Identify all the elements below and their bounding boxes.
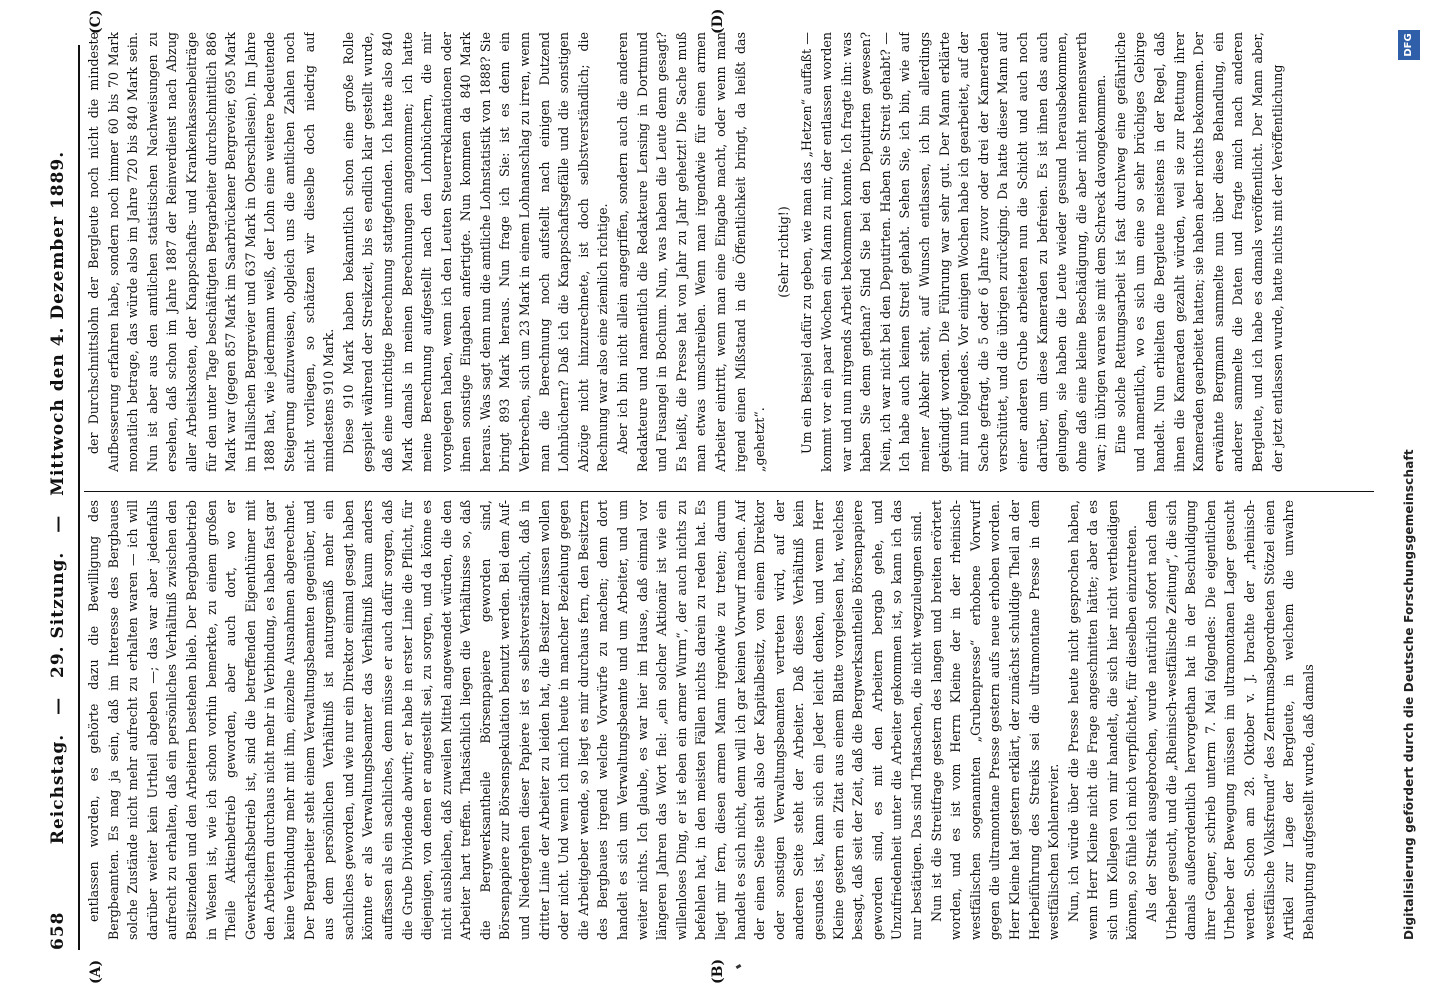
margin-marker-a: (A) (88, 959, 104, 984)
credit-text: Digitalisierung gefördert durch die Deutsche Forschungsgemeinschaft (1402, 449, 1416, 940)
left-text-column (84, 500, 1404, 940)
paragraph: Eine solche Rettungsarbeit ist fast durchweg eine gefährliche und namentlich, wo es sich um eine so sehr brüchiges Gebirge handelt. Nun erhielten die Bergleute meistens in der Regel, daß ihnen die Kameraden gezahlt würden, weil sie zur Rettung ihrer Kameraden gearbeitet hatten; sie haben aber nichts bekommen. Der erwähnte Bergmann sammelte nun über diese Behandlung, ein anderer sammelte die Daten und fragte mich nach anderen Bergleute, und ich habe es damals veröffentlicht. Der Mann aber, der jetzt entlassen wurde, hatte nichts mit der Veröffentlichung (1112, 32, 1285, 472)
paragraph: Als der Streik ausgebrochen, wurde natürlich sofort nach dem Urheber gesucht, und die „Rheinisch-westfälische Zeitung“, die sich damals außerordentlich hervorgethan hat in der Beschuldigung ihrer Gegner, schrieb unterm 7. Mai folgendes: Die eigentlichen Urheber der Bewegung müssen im ultramontanen Lager gesucht werden. Schon am 28. Oktober v. J. brachte der „rheinisch-westfälische Volksfreund“ des Zentrumsabgeordneten Stötzel einen Artikel zur Lage der Bergleute, in welchem die unwahre Behauptung aufgestellt wurde, daß damals (1144, 500, 1316, 940)
paragraph: Nun, ich würde über die Presse heute nicht gesprochen haben, wenn Herr Kleine nicht die Frage angeschnitten hätte; aber da es sich um Kollegen von mir handelt, die sich hier nicht vertheidigen können, so fühle ich mich verpflichtet, für dieselben einzutreten. (1065, 500, 1140, 940)
margin-marker-c: (C) (88, 9, 104, 34)
page-number: 658 (48, 911, 68, 950)
title-dash-1: — (48, 696, 68, 715)
margin-marker-b: (B) (710, 958, 726, 984)
page-header (44, 45, 80, 950)
title-left: Reichstag. (48, 733, 68, 845)
margin-marker-d: (D) (710, 8, 726, 34)
paragraph: Aber ich bin nicht allein angegriffen, sondern auch die anderen Redakteure und namentlich die Redakteure Lensing in Dortmund und Fusangel in Bochum. Nun, was haben die Leute denn gesagt? Es heißt, die Presse hat von Jahr zu Jahr gehetzt! Die Sache muß man etwas umschreiben. Wenn man irgendwie für einen armen Arbeiter eintritt, wenn man eine Eingabe macht, oder wenn man irgend einen Mißstand in die Öffentlichkeit bringt, da heißt das „gehetzt“. (615, 32, 768, 472)
session-number: 29. Sitzung. (48, 551, 68, 678)
running-title (48, 45, 68, 950)
column-divider (84, 491, 1374, 492)
paragraph: Nun ist die Streitfrage gestern des langen und breiten erörtert worden, und es ist vom Herrn Kleine der in der rheinisch-westfälischen sogenannten „Grubenpresse“ erhobene Vorwurf gegen die ultramontane Presse gestern aufs neue erhoben worden. Herr Kleine hat gestern erklärt, der zunächst schuldige Theil an der Herbeiführung des Streiks sei die ultramontane Presse in dem westfälischen Kohlenrevier. (928, 500, 1062, 940)
right-text-column (84, 32, 1404, 472)
paragraph: entlassen worden, es gehörte dazu die Bewilligung des Bergbeamten. Es mag ja sein, daß im Interesse des Bergbaues solche Zustände nicht mehr aufrecht zu erhalten waren — ich will darüber weiter kein Urtheil abgeben —; das war aber jedenfalls aufrecht zu erhalten, daß ein persönliches Verhältniß zwischen den Besitzenden und den Arbeitern bestehen blieb. Der Bergbaubetrieb in Westen ist, wie ich schon vorhin bemerkte, zu einem großen Theile Aktienbetrieb geworden, aber auch dort, wo er Gewerkschaftsbetrieb ist, sind die betreffenden Eigenthümer mit den Arbeitern durchaus nicht mehr in Verbindung, es haben fast gar keine Verbindung mehr mit ihm, einzelne Ausnahmen abgerechnet. Der Bergarbeiter steht einem Verwaltungsbeamten gegenüber, und aus dem persönlichen Verhältniß ist naturgemäß mehr ein sachliches geworden, und wie nur ein Direktor einmal gesagt haben könnte er als Verwaltungsbeamter das Verhältniß kaum anders auffassen als ein sachliches, denn müsse er auch dafür sorgen, daß die Grube Dividende abwirft; er habe in erster Linie die Pflicht, für diejenigen, von denen er angestellt sei, zu sorgen, und da könne es nicht ausbleiben, daß zuweilen Mittel angewendet würden, die den Arbeiter hart treffen. Thatsächlich liegen die Verhältnisse so, daß die Bergwerksantheile Börsenpapiere geworden sind, Börsenpapiere zur Börsenspekulation benutzt werden. Bei dem Auf- und Niedergehen dieser Papiere ist es selbstverständlich, daß in dritter Linie der Arbeiter zu leiden hat, die Besitzer müssen wollen oder nicht. Und wenn ich mich heute in mancher Beziehung gegen die Arbeitgeber wende, so liegt es mir durchaus fern, den Besitzern des Bergbaues irgend welche Vorwürfe zu machen; denn dort handelt es sich um Verwaltungsbeamte und um Arbeiter, und um weiter nichts. Ich glaube, es war hier im Hause, daß einmal vor längeren Jahren das Wort fiel: „ein solcher Aktionär ist wie ein willenloses Ding, er ist eben ein armer Wurm“, der auch nichts zu befehlen hat, in den meisten Fällen nichts darein zu reden hat. Es liegt mir fern, diesen armen Mann irgendwie zu treten; darum handelt es sich nicht, denn will ich gar keinen Vorwurf machen. Auf der einen Seite steht also der Kapitalbesitz, von einem Direktor oder sonstigen Verwaltungsbeamten vertreten wird, auf der anderen Seite steht der Arbeiter. Daß dieses Verhältniß kein gesundes ist, kann sich ein Jeder leicht denken, und wenn Herr Kleine gestern ein Zitat aus einem Blatte vorgelesen hat, welches besagt, daß seit der Zeit, daß die Bergwerksantheile Börsenpapiere geworden sind, es mit den Arbeitern bergab gehe, und Unzufriedenheit unter die Arbeiter gekommen ist, so kann ich das nur bestätigen. Das sind Thatsachen, die nicht wegzuleugnen sind. (86, 500, 924, 940)
title-dash-2: — (48, 514, 68, 533)
paragraph: Diese 910 Mark haben bekanntlich schon eine große Rolle gespielt während der Streikzeit, bis es endlich klar gestellt wurde, daß eine unrichtige Berechnung stattgefunden. Ich hatte also 840 Mark damals in meinen Berechnungen angenommen; ich hatte meine Berechnung aufgestellt nach den Lohnbüchern, die mir vorgelegen haben, wenn ich den Leuten Steuerreklamationen oder ihnen sonstige Eingaben anfertigte. Nun kommen da 840 Mark heraus. Was sagt denn nun die amtliche Lohnstatistik von 1888? Sie bringt 893 Mark heraus. Nun frage ich Sie: ist es denn ein Verbrechen, sich um 23 Mark in einem Lohnanschlag zu irren, wenn man die Berechnung noch aufstellt nach einigen Dutzend Lohnbüchern? Daß ich die Knappschaftsgefälle und die sonstigen Abzüge nicht hinzurechnete, ist doch selbstverständlich; die Rechnung war also eine ziemlich richtige. (340, 32, 611, 472)
dfg-logo-icon: DFG (1398, 30, 1420, 60)
paragraph: Um ein Beispiel dafür zu geben, wie man das „Hetzen“ auffaßt — kommt vor ein paar Wochen ein Mann zu mir, der entlassen worden war und nun nirgends Arbeit bekommen konnte. Ich fragte ihn: was haben Sie denn gethan? Sind Sie bei den Deputirten gewesen? Nein, ich war nicht bei den Deputirten. Haben Sie Streit gehabt? — Ich habe auch keinen Streit gehabt. Sehen Sie, ich bin, wie auf meiner Abkehr steht, auf Wunsch entlassen, ich bin allerdings gekündigt worden. Die Führung war sehr gut. Der Mann erklärte mir nun folgendes. Vor einigen Wochen habe ich gearbeitet, auf der Sache gefragt, die 5 oder 6 Jahre zuvor oder drei der Kameraden verschüttet, und die übrigen zurückging. Da hatte dieser Mann auf einer anderen Grube arbeiteten nun die Schicht und auch noch darüber, um diese Kameraden zu befreien. Es ist ihnen das auch gelungen, sie haben die Leute wieder gesund herausbekommen, ohne daß eine kleine Beschädigung, die aber nicht nennenswerth war; im übrigen waren sie mit dem Schreck davongekommen. (799, 32, 1109, 472)
paragraph: der Durchschnittslohn der Bergleute noch nicht die mindeste Aufbesserung erfahren habe, sondern noch immer 60 bis 70 Mark monatlich betrage, das würde also im Jahre 720 bis 840 Mark sein. Nun ist aber aus den amtlichen statistischen Nachweisungen zu ersehen, daß schon im Jahre 1887 der Reinverdienst nach Abzug aller Arbeitskosten, der Knappschafts- und Krankenkassenbeiträge für den unter Tage beschäftigten Bergarbeiter durchschnittlich 886 Mark war (gegen 857 Mark im Saarbrückener Bergrevier, 695 Mark im Hallischen Bergrevier und 637 Mark in Oberschlesien). Im Jahre 1888 hat, wie jedermann weiß, der Lohn eine weitere bedeutende Steigerung aufzuweisen, obgleich uns die amtlichen Zahlen noch nicht vorliegen, so schätzen wir dieselbe doch niedrig auf mindestens 910 Mark. (86, 32, 337, 472)
digitization-credit (1396, 30, 1426, 970)
session-date: Mittwoch den 4. Dezember 1889. (48, 150, 68, 496)
interjection: (Sehr richtig!) (775, 206, 791, 298)
